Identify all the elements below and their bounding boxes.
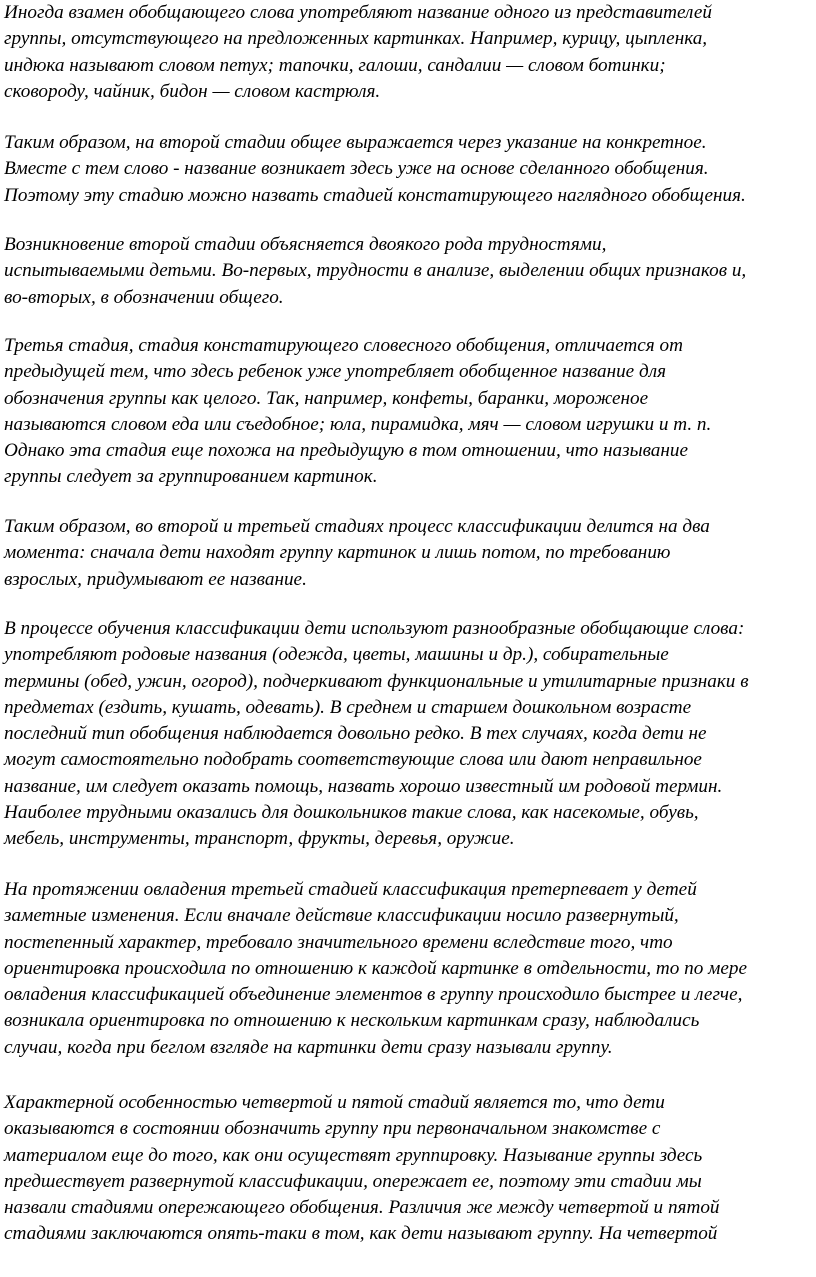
text-line: возникала ориентировка по отношению к нескольким картинкам сразу, наблюдались bbox=[4, 1010, 700, 1032]
text-line: В процессе обучения классификации дети используют разнообразные обобщающие слова: bbox=[4, 618, 745, 639]
text-line: постепенный характер, требовало значительного времени вследствие того, что bbox=[4, 931, 673, 953]
text-line: название, им следует оказать помощь, назвать хорошо известный им родовой термин. bbox=[4, 775, 723, 797]
paragraph bbox=[4, 232, 746, 311]
text-line: испытываемыми детьми. Во-первых, трудности в анализе, выделении общих признаков и, bbox=[4, 260, 747, 282]
text-line: мебель, инструменты, транспорт, фрукты, деревья, оружие. bbox=[4, 828, 515, 850]
text-line: На протяжении овладения третьей стадией классификация претерпевает у детей bbox=[4, 879, 697, 900]
text-line: Возникновение второй стадии объясняется двоякого рода трудностями, bbox=[4, 234, 607, 255]
text-line: ориентировка происходила по отношению к каждой картинке в отдельности, то по мере bbox=[4, 957, 748, 979]
text-line: оказываются в состоянии обозначить группу при первоначальном знакомстве с bbox=[4, 1118, 661, 1140]
text-line: Поэтому эту стадию можно назвать стадией констатирующего наглядного обобщения. bbox=[4, 184, 746, 206]
text-line: Наиболее трудными оказались для дошкольников такие слова, как насекомые, обувь, bbox=[4, 802, 699, 824]
paragraph bbox=[4, 877, 747, 1061]
text-line: случаи, когда при беглом взгляде на картинки дети сразу называли группу. bbox=[4, 1036, 613, 1058]
text-line: могут самостоятельно подобрать соответствующие слова или дают неправильное bbox=[4, 749, 702, 771]
text-line: во-вторых, в обозначении общего. bbox=[4, 286, 284, 308]
paragraph bbox=[4, 333, 711, 491]
text-line: овладения классификацией объединение элементов в группу происходило быстрее и легче, bbox=[4, 984, 743, 1006]
text-line: стадиями заключаются опять-таки в том, как дети называют группу. На четвертой bbox=[4, 1223, 718, 1245]
paragraph bbox=[4, 1090, 720, 1248]
text-line: заметные изменения. Если вначале действие классификации носило развернутый, bbox=[4, 905, 679, 927]
text-line: Таким образом, на второй стадии общее выражается через указание на конкретное. bbox=[4, 132, 707, 153]
text-line: предыдущей тем, что здесь ребенок уже употребляет обобщенное название для bbox=[4, 361, 666, 383]
text-line: предметах (ездить, кушать, одевать). В среднем и старшем дошкольном возрасте bbox=[4, 696, 692, 718]
paragraph bbox=[4, 0, 712, 105]
text-line: назвали стадиями опережающего обобщения. Различия же между четвертой и пятой bbox=[4, 1197, 720, 1219]
text-line: индюка называют словом петух; тапочки, галоши, сандалии — словом ботинки; bbox=[4, 54, 666, 76]
text-line: называются словом еда или съедобное; юла, пирамидка, мяч — словом игрушки и т. п. bbox=[4, 413, 712, 435]
text-line: последний тип обобщения наблюдается довольно редко. В тех случаях, когда дети не bbox=[4, 723, 707, 745]
text-line: предшествует развернутой классификации, опережает ее, поэтому эти стадии мы bbox=[4, 1170, 702, 1192]
text-line: материалом еще до того, как они осуществят группировку. Называние группы здесь bbox=[4, 1144, 703, 1166]
text-line: Таким образом, во второй и третьей стадиях процесс классификации делится на два bbox=[4, 516, 710, 537]
paragraph bbox=[4, 616, 749, 853]
text-line: момента: сначала дети находят группу картинок и лишь потом, по требованию bbox=[4, 542, 671, 564]
text-line: термины (обед, ужин, огород), подчеркивают функциональные и утилитарные признаки в bbox=[4, 670, 749, 692]
text-line: группы, отсутствующего на предложенных картинках. Например, курицу, цыпленка, bbox=[4, 28, 708, 50]
text-line: Вместе с тем слово - название возникает здесь уже на основе сделанного обобщения. bbox=[4, 158, 709, 180]
text-line: группы следует за группированием картинок. bbox=[4, 466, 378, 488]
paragraph bbox=[4, 130, 746, 209]
text-line: Третья стадия, стадия констатирующего словесного обобщения, отличается от bbox=[4, 335, 683, 356]
text-line: Иногда взамен обобщающего слова употребляют название одного из представителей bbox=[4, 2, 712, 23]
text-line: Однако эта стадия еще похожа на предыдущую в том отношении, что называние bbox=[4, 440, 688, 462]
text-line: употребляют родовые названия (одежда, цветы, машины и др.), собирательные bbox=[4, 644, 669, 666]
text-line: сковороду, чайник, бидон — словом кастрюля. bbox=[4, 80, 381, 102]
text-line: Характерной особенностью четвертой и пятой стадий является то, что дети bbox=[4, 1092, 665, 1113]
text-line: взрослых, придумывают ее название. bbox=[4, 568, 307, 590]
paragraph bbox=[4, 514, 710, 593]
text-line: обозначения группы как целого. Так, например, конфеты, баранки, мороженое bbox=[4, 387, 649, 409]
